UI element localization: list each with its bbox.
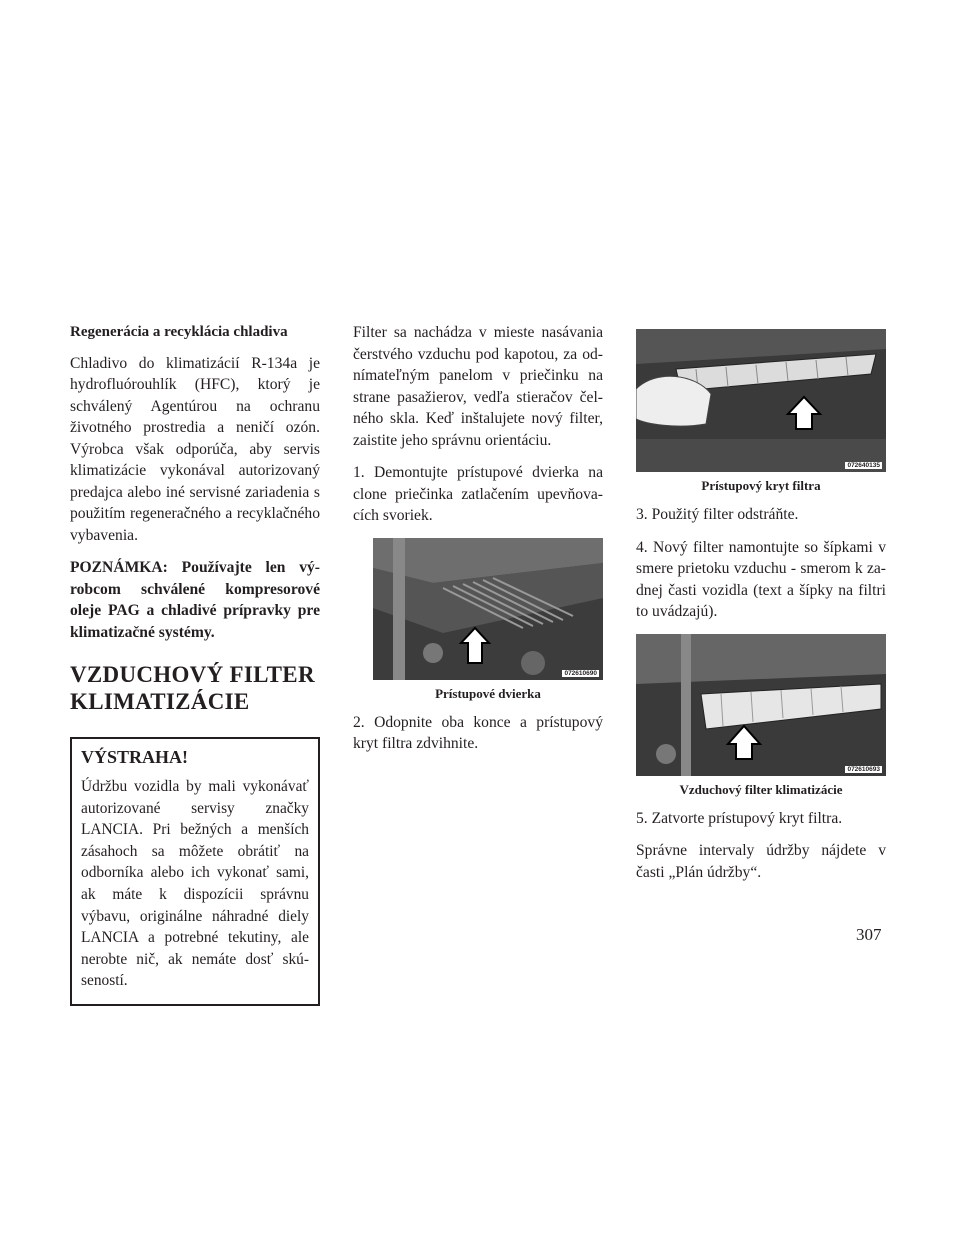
column-middle	[353, 322, 603, 766]
figure-filter-cover	[636, 329, 886, 494]
filter-installed-illustration	[636, 634, 886, 776]
air-filter-photo	[636, 634, 886, 776]
step-4: 4. Nový filter namontujte so šípkami v smere prietoku vzduchu - smerom k zadnej časti vozidla (text a šípky na filtri to uvádzajú).	[636, 538, 886, 620]
figure-caption: Prístupové dvierka	[435, 685, 541, 701]
figure-access-door	[373, 538, 603, 702]
filter-cover-photo	[636, 329, 886, 472]
column-right	[636, 329, 886, 894]
filter-removal-illustration	[636, 329, 886, 472]
step-1: 1. Demontujte prístupové dvierka na clone priečinka zatlačením upevňovacích svoriek.	[353, 464, 603, 524]
access-door-photo	[373, 538, 603, 680]
figure-caption: Vzduchový filter klimatizácie	[679, 781, 843, 797]
step-3: 3. Použitý filter odstráňte.	[636, 506, 799, 523]
step-5: 5. Zatvorte prístupový kryt filtra.	[636, 809, 843, 827]
figure-code: 072610693	[847, 765, 880, 773]
heading-line-1: VZDUCHOVÝ FILTER	[70, 662, 315, 687]
column-left	[70, 322, 320, 1006]
page-number: 307	[856, 925, 882, 944]
section-heading	[70, 661, 320, 715]
heading-line-2: KLIMATIZÁCIE	[70, 689, 250, 714]
filter-location-paragraph: Filter sa nachádza v mieste nasávania čerstvého vzduchu pod kapotou, za odnímateľným panelom v priečinku na strane pasažierov, vedľa stieračov čelného skla. Keď inštalujete nový filter, zaistite jeho správnu orientáciu.	[353, 324, 603, 449]
figure-code: 072610690	[564, 669, 597, 677]
closing-paragraph: Správne intervaly údržby nájdete v časti „Plán údržby“.	[636, 842, 886, 881]
warning-title: VÝSTRAHA!	[81, 747, 189, 767]
warning-text: Údržbu vozidla by mali vykonávať autorizované servisy značky LANCIA. Pri bežných a menších zásahoch sa môžete obrátiť na odborníka alebo ich vykonať sami, ak máte k dispozícii správnu výbavu, originálne náhradné diely LANCIA a potrebné tekutiny, ale nerobte nič, ak nemáte dosť skúseností.	[81, 778, 309, 990]
section-subheading: Regenerácia a recyklácia chladiva	[70, 324, 288, 340]
note-paragraph: POZNÁMKA: Používajte len výrobcom schválené kompresorové oleje PAG a chladivé prípravky pre klimatizačné systémy.	[70, 559, 320, 641]
step-2: 2. Odopnite oba konce a prístupový kryt filtra zdvihnite.	[353, 713, 603, 752]
refrigerant-paragraph: Chladivo do klimatizácií R-134a je hydrofluórouhlík (HFC), ktorý je schválený Agentúrou na ochranu životného prostredia a neničí ozón. Výrobca však odporúča, aby servis klimatizácie vykonával autorizovaný predajca alebo iné servisné zariadenia s použitím regeneračného a recyklačného vybavenia.	[70, 354, 320, 544]
figure-code: 072640135	[847, 462, 880, 469]
engine-bay-illustration	[373, 538, 603, 680]
warning-box	[70, 737, 320, 1006]
figure-air-filter	[636, 634, 886, 798]
figure-caption: Prístupový kryt filtra	[701, 478, 821, 493]
